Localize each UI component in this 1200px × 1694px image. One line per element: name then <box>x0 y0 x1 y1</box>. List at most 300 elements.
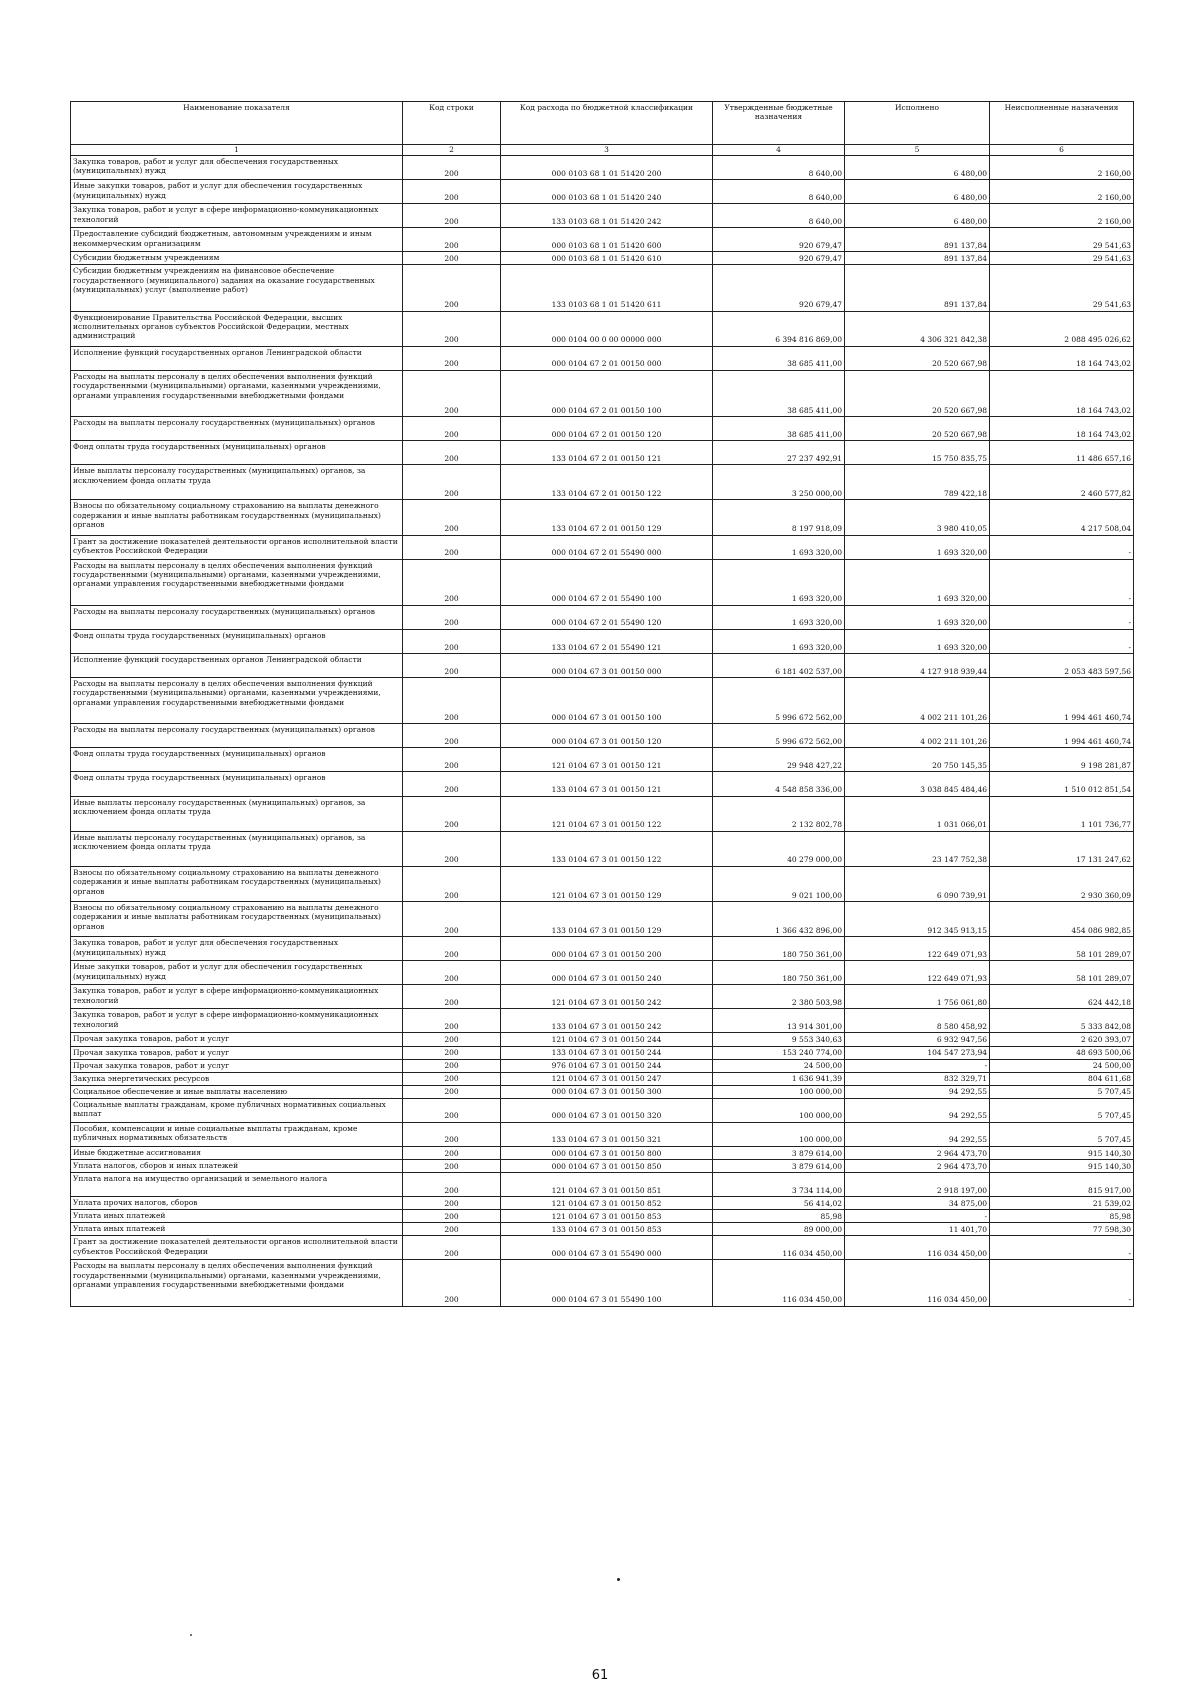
row-classification-code: 000 0104 67 2 01 00150 000 <box>501 346 713 370</box>
row-executed: 832 329,71 <box>845 1072 990 1085</box>
row-executed: 11 401,70 <box>845 1223 990 1236</box>
scan-dot-mark <box>190 1634 192 1636</box>
row-unexecuted: 29 541,63 <box>990 252 1134 265</box>
row-approved: 27 237 492,91 <box>713 441 845 465</box>
row-name: Иные выплаты персоналу государственных (муниципальных) органов, за исключением фонда оплаты труда <box>71 796 403 831</box>
row-name: Уплата иных платежей <box>71 1223 403 1236</box>
row-approved: 116 034 450,00 <box>713 1260 845 1306</box>
row-unexecuted: 9 198 281,87 <box>990 748 1134 772</box>
row-classification-code: 000 0104 67 2 01 00150 100 <box>501 370 713 416</box>
row-unexecuted: 5 707,45 <box>990 1098 1134 1122</box>
row-name: Прочая закупка товаров, работ и услуг <box>71 1033 403 1046</box>
row-approved: 38 685 411,00 <box>713 370 845 416</box>
row-unexecuted: 804 611,68 <box>990 1072 1134 1085</box>
row-approved: 6 181 402 537,00 <box>713 653 845 677</box>
row-unexecuted: 48 693 500,06 <box>990 1046 1134 1059</box>
row-name: Расходы на выплаты персоналу в целях обеспечения выполнения функций государственными (муниципальными) органами, казенными учреждениями, органами управления государственными внебюджетными фондами <box>71 559 403 605</box>
row-line-code: 200 <box>403 1009 501 1033</box>
column-header-name: Наименование показателя <box>71 102 403 145</box>
row-unexecuted: 5 333 842,08 <box>990 1009 1134 1033</box>
column-number: 5 <box>845 145 990 156</box>
row-executed: 6 480,00 <box>845 204 990 228</box>
row-line-code: 200 <box>403 796 501 831</box>
row-approved: 116 034 450,00 <box>713 1236 845 1260</box>
row-line-code: 200 <box>403 1223 501 1236</box>
row-line-code: 200 <box>403 678 501 724</box>
row-name: Иные бюджетные ассигнования <box>71 1146 403 1159</box>
row-approved: 1 693 320,00 <box>713 535 845 559</box>
row-classification-code: 000 0104 67 3 01 00150 240 <box>501 961 713 985</box>
row-name: Закупка товаров, работ и услуг в сфере информационно-коммуникационных технологий <box>71 204 403 228</box>
row-approved: 100 000,00 <box>713 1085 845 1098</box>
row-name: Закупка энергетических ресурсов <box>71 1072 403 1085</box>
row-executed: 94 292,55 <box>845 1085 990 1098</box>
column-header-executed: Исполнено <box>845 102 990 145</box>
row-approved: 56 414,02 <box>713 1197 845 1210</box>
row-unexecuted: 1 994 461 460,74 <box>990 678 1134 724</box>
row-approved: 38 685 411,00 <box>713 346 845 370</box>
row-approved: 5 996 672 562,00 <box>713 678 845 724</box>
row-approved: 8 640,00 <box>713 156 845 180</box>
row-name: Социальное обеспечение и иные выплаты населению <box>71 1085 403 1098</box>
row-unexecuted: - <box>990 1236 1134 1260</box>
row-approved: 85,98 <box>713 1210 845 1223</box>
row-line-code: 200 <box>403 1033 501 1046</box>
row-name: Расходы на выплаты персоналу в целях обеспечения выполнения функций государственными (муниципальными) органами, казенными учреждениями, органами управления государственными внебюджетными фондами <box>71 370 403 416</box>
row-approved: 9 021 100,00 <box>713 866 845 901</box>
row-unexecuted: 915 140,30 <box>990 1159 1134 1172</box>
row-name: Иные выплаты персоналу государственных (муниципальных) органов, за исключением фонда оплаты труда <box>71 465 403 500</box>
row-line-code: 200 <box>403 1122 501 1146</box>
row-approved: 8 640,00 <box>713 204 845 228</box>
row-unexecuted: 2 160,00 <box>990 180 1134 204</box>
table-row <box>71 204 1134 228</box>
row-line-code: 200 <box>403 370 501 416</box>
row-approved: 6 394 816 869,00 <box>713 311 845 346</box>
row-name: Уплата иных платежей <box>71 1210 403 1223</box>
row-unexecuted: 1 101 736,77 <box>990 796 1134 831</box>
row-executed: 15 750 835,75 <box>845 441 990 465</box>
row-classification-code: 000 0104 67 3 01 00150 850 <box>501 1159 713 1172</box>
table-row <box>71 265 1134 311</box>
column-header-unexecuted: Неисполненные назначения <box>990 102 1134 145</box>
row-classification-code: 000 0104 67 3 01 00150 000 <box>501 653 713 677</box>
row-unexecuted: 1 510 012 851,54 <box>990 772 1134 796</box>
column-number: 6 <box>990 145 1134 156</box>
row-classification-code: 000 0104 00 0 00 00000 000 <box>501 311 713 346</box>
row-executed: 789 422,18 <box>845 465 990 500</box>
table-row <box>71 1098 1134 1122</box>
row-line-code: 200 <box>403 441 501 465</box>
row-classification-code: 133 0104 67 3 01 00150 853 <box>501 1223 713 1236</box>
row-executed: 891 137,84 <box>845 252 990 265</box>
row-executed: 6 480,00 <box>845 180 990 204</box>
row-name: Субсидии бюджетным учреждениям на финансовое обеспечение государственного (муниципального) задания на оказание государственных (муниципальных) услуг (выполнение работ) <box>71 265 403 311</box>
row-executed: 2 918 197,00 <box>845 1172 990 1196</box>
row-line-code: 200 <box>403 500 501 535</box>
row-unexecuted: 2 930 360,09 <box>990 866 1134 901</box>
row-line-code: 200 <box>403 985 501 1009</box>
row-name: Исполнение функций государственных органов Ленинградской области <box>71 346 403 370</box>
row-line-code: 200 <box>403 605 501 629</box>
table-row <box>71 180 1134 204</box>
row-classification-code: 000 0104 67 2 01 55490 120 <box>501 605 713 629</box>
row-executed: 4 306 321 842,38 <box>845 311 990 346</box>
row-name: Расходы на выплаты персоналу государственных (муниципальных) органов <box>71 724 403 748</box>
row-approved: 920 679,47 <box>713 265 845 311</box>
row-classification-code: 133 0103 68 1 01 51420 242 <box>501 204 713 228</box>
row-unexecuted: 18 164 743,02 <box>990 370 1134 416</box>
row-name: Фонд оплаты труда государственных (муниципальных) органов <box>71 772 403 796</box>
row-approved: 1 366 432 896,00 <box>713 901 845 936</box>
table-row <box>71 1033 1134 1046</box>
row-unexecuted: - <box>990 1260 1134 1306</box>
row-line-code: 200 <box>403 559 501 605</box>
row-classification-code: 133 0104 67 3 01 00150 321 <box>501 1122 713 1146</box>
row-executed: - <box>845 1059 990 1072</box>
row-line-code: 200 <box>403 653 501 677</box>
row-classification-code: 133 0104 67 2 01 00150 122 <box>501 465 713 500</box>
table-row <box>71 311 1134 346</box>
row-classification-code: 121 0104 67 3 01 00150 852 <box>501 1197 713 1210</box>
table-row <box>71 1260 1134 1306</box>
row-executed: 20 520 667,98 <box>845 417 990 441</box>
column-header-approved: Утвержденные бюджетные назначения <box>713 102 845 145</box>
row-name: Прочая закупка товаров, работ и услуг <box>71 1059 403 1072</box>
row-unexecuted: 24 500,00 <box>990 1059 1134 1072</box>
row-classification-code: 133 0104 67 2 01 55490 121 <box>501 629 713 653</box>
row-approved: 153 240 774,00 <box>713 1046 845 1059</box>
row-executed: 891 137,84 <box>845 265 990 311</box>
row-line-code: 200 <box>403 724 501 748</box>
table-row <box>71 156 1134 180</box>
row-executed: 4 002 211 101,26 <box>845 724 990 748</box>
row-unexecuted: 4 217 508,04 <box>990 500 1134 535</box>
row-line-code: 200 <box>403 961 501 985</box>
row-line-code: 200 <box>403 252 501 265</box>
row-unexecuted: - <box>990 629 1134 653</box>
row-approved: 5 996 672 562,00 <box>713 724 845 748</box>
row-classification-code: 133 0104 67 3 01 00150 242 <box>501 1009 713 1033</box>
row-name: Иные закупки товаров, работ и услуг для обеспечения государственных (муниципальных) нужд <box>71 180 403 204</box>
row-unexecuted: 85,98 <box>990 1210 1134 1223</box>
table-row <box>71 441 1134 465</box>
row-executed: 122 649 071,93 <box>845 937 990 961</box>
table-row <box>71 678 1134 724</box>
table-row <box>71 1059 1134 1072</box>
table-row <box>71 772 1134 796</box>
row-executed: 94 292,55 <box>845 1122 990 1146</box>
row-line-code: 200 <box>403 228 501 252</box>
row-classification-code: 121 0104 67 3 01 00150 851 <box>501 1172 713 1196</box>
table-row <box>71 465 1134 500</box>
table-row <box>71 1172 1134 1196</box>
column-header-classification-code: Код расхода по бюджетной классификации <box>501 102 713 145</box>
table-row <box>71 1197 1134 1210</box>
row-name: Иные закупки товаров, работ и услуг для обеспечения государственных (муниципальных) нужд <box>71 961 403 985</box>
row-executed: 8 580 458,92 <box>845 1009 990 1033</box>
row-line-code: 200 <box>403 748 501 772</box>
row-executed: 1 756 061,80 <box>845 985 990 1009</box>
row-classification-code: 133 0104 67 3 01 00150 244 <box>501 1046 713 1059</box>
row-executed: 6 090 739,91 <box>845 866 990 901</box>
row-unexecuted: 58 101 289,07 <box>990 937 1134 961</box>
row-name: Грант за достижение показателей деятельности органов исполнительной власти субъектов Российской Федерации <box>71 535 403 559</box>
table-header-row <box>71 102 1134 145</box>
row-line-code: 200 <box>403 535 501 559</box>
table-row <box>71 629 1134 653</box>
row-approved: 8 640,00 <box>713 180 845 204</box>
row-approved: 2 132 802,78 <box>713 796 845 831</box>
row-name: Взносы по обязательному социальному страхованию на выплаты денежного содержания и иные выплаты работникам государственных (муниципальных) органов <box>71 901 403 936</box>
row-name: Фонд оплаты труда государственных (муниципальных) органов <box>71 629 403 653</box>
row-approved: 180 750 361,00 <box>713 961 845 985</box>
row-name: Закупка товаров, работ и услуг для обеспечения государственных (муниципальных) нужд <box>71 156 403 180</box>
row-unexecuted: 2 160,00 <box>990 156 1134 180</box>
row-classification-code: 000 0104 67 3 01 00150 120 <box>501 724 713 748</box>
row-name: Грант за достижение показателей деятельности органов исполнительной власти субъектов Российской Федерации <box>71 1236 403 1260</box>
column-number: 4 <box>713 145 845 156</box>
row-executed: 912 345 913,15 <box>845 901 990 936</box>
row-unexecuted: 2 620 393,07 <box>990 1033 1134 1046</box>
row-line-code: 200 <box>403 311 501 346</box>
row-name: Предоставление субсидий бюджетным, автономным учреждениям и иным некоммерческим организациям <box>71 228 403 252</box>
row-name: Иные выплаты персоналу государственных (муниципальных) органов, за исключением фонда оплаты труда <box>71 831 403 866</box>
row-unexecuted: 5 707,45 <box>990 1122 1134 1146</box>
row-classification-code: 121 0104 67 3 01 00150 129 <box>501 866 713 901</box>
row-line-code: 200 <box>403 180 501 204</box>
row-classification-code: 000 0104 67 2 01 55490 100 <box>501 559 713 605</box>
row-approved: 9 553 340,63 <box>713 1033 845 1046</box>
table-row <box>71 1072 1134 1085</box>
table-row <box>71 1236 1134 1260</box>
row-unexecuted: 915 140,30 <box>990 1146 1134 1159</box>
row-approved: 29 948 427,22 <box>713 748 845 772</box>
row-line-code: 200 <box>403 417 501 441</box>
row-name: Уплата прочих налогов, сборов <box>71 1197 403 1210</box>
row-line-code: 200 <box>403 1146 501 1159</box>
table-row <box>71 1223 1134 1236</box>
row-unexecuted: 17 131 247,62 <box>990 831 1134 866</box>
row-classification-code: 121 0104 67 3 01 00150 121 <box>501 748 713 772</box>
row-line-code: 200 <box>403 831 501 866</box>
row-classification-code: 121 0104 67 3 01 00150 853 <box>501 1210 713 1223</box>
row-executed: 116 034 450,00 <box>845 1260 990 1306</box>
row-approved: 24 500,00 <box>713 1059 845 1072</box>
row-name: Расходы на выплаты персоналу в целях обеспечения выполнения функций государственными (муниципальными) органами, казенными учреждениями, органами управления государственными внебюджетными фондами <box>71 1260 403 1306</box>
table-row <box>71 961 1134 985</box>
row-classification-code: 121 0104 67 3 01 00150 242 <box>501 985 713 1009</box>
row-classification-code: 121 0104 67 3 01 00150 122 <box>501 796 713 831</box>
row-approved: 180 750 361,00 <box>713 937 845 961</box>
row-name: Расходы на выплаты персоналу государственных (муниципальных) органов <box>71 605 403 629</box>
row-executed: 20 520 667,98 <box>845 346 990 370</box>
row-approved: 2 380 503,98 <box>713 985 845 1009</box>
row-line-code: 200 <box>403 772 501 796</box>
table-row <box>71 1046 1134 1059</box>
row-name: Субсидии бюджетным учреждениям <box>71 252 403 265</box>
row-classification-code: 000 0104 67 3 01 00150 320 <box>501 1098 713 1122</box>
row-line-code: 200 <box>403 1260 501 1306</box>
row-unexecuted: 815 917,00 <box>990 1172 1134 1196</box>
row-executed: 3 038 845 484,46 <box>845 772 990 796</box>
row-unexecuted: 2 460 577,82 <box>990 465 1134 500</box>
row-classification-code: 000 0103 68 1 01 51420 200 <box>501 156 713 180</box>
row-executed: 6 480,00 <box>845 156 990 180</box>
row-line-code: 200 <box>403 204 501 228</box>
row-line-code: 200 <box>403 1072 501 1085</box>
row-executed: - <box>845 1210 990 1223</box>
row-executed: 116 034 450,00 <box>845 1236 990 1260</box>
row-approved: 3 250 000,00 <box>713 465 845 500</box>
row-line-code: 200 <box>403 265 501 311</box>
row-executed: 122 649 071,93 <box>845 961 990 985</box>
row-unexecuted: 624 442,18 <box>990 985 1134 1009</box>
row-unexecuted: 18 164 743,02 <box>990 346 1134 370</box>
table-row <box>71 748 1134 772</box>
row-name: Расходы на выплаты персоналу государственных (муниципальных) органов <box>71 417 403 441</box>
row-classification-code: 000 0104 67 3 01 00150 800 <box>501 1146 713 1159</box>
row-name: Социальные выплаты гражданам, кроме публичных нормативных социальных выплат <box>71 1098 403 1122</box>
row-executed: 1 693 320,00 <box>845 629 990 653</box>
table-row <box>71 1210 1134 1223</box>
row-unexecuted: 58 101 289,07 <box>990 961 1134 985</box>
row-unexecuted: 5 707,45 <box>990 1085 1134 1098</box>
row-classification-code: 000 0104 67 3 01 55490 000 <box>501 1236 713 1260</box>
row-name: Исполнение функций государственных органов Ленинградской области <box>71 653 403 677</box>
row-unexecuted: 454 086 982,85 <box>990 901 1134 936</box>
row-executed: 2 964 473,70 <box>845 1146 990 1159</box>
row-classification-code: 133 0104 67 3 01 00150 122 <box>501 831 713 866</box>
row-approved: 1 693 320,00 <box>713 605 845 629</box>
row-unexecuted: - <box>990 559 1134 605</box>
row-classification-code: 000 0104 67 3 01 00150 300 <box>501 1085 713 1098</box>
row-classification-code: 133 0104 67 3 01 00150 121 <box>501 772 713 796</box>
row-approved: 1 693 320,00 <box>713 629 845 653</box>
row-classification-code: 000 0103 68 1 01 51420 610 <box>501 252 713 265</box>
row-name: Функционирование Правительства Российской Федерации, высших исполнительных органов субъектов Российской Федерации, местных администраций <box>71 311 403 346</box>
column-header-line-code: Код строки <box>403 102 501 145</box>
row-name: Пособия, компенсации и иные социальные выплаты гражданам, кроме публичных нормативных обязательств <box>71 1122 403 1146</box>
column-number-row <box>71 145 1134 156</box>
page-number: 61 <box>591 1668 609 1683</box>
row-approved: 3 734 114,00 <box>713 1172 845 1196</box>
table-row <box>71 937 1134 961</box>
row-line-code: 200 <box>403 465 501 500</box>
row-unexecuted: 21 539,02 <box>990 1197 1134 1210</box>
table-row <box>71 346 1134 370</box>
row-approved: 1 636 941,39 <box>713 1072 845 1085</box>
row-name: Фонд оплаты труда государственных (муниципальных) органов <box>71 441 403 465</box>
table-body <box>71 156 1134 1307</box>
row-executed: 1 693 320,00 <box>845 605 990 629</box>
table-row <box>71 370 1134 416</box>
table-row <box>71 866 1134 901</box>
column-number: 1 <box>71 145 403 156</box>
row-unexecuted: 29 541,63 <box>990 228 1134 252</box>
table-row <box>71 796 1134 831</box>
row-executed: 1 031 066,01 <box>845 796 990 831</box>
table-row <box>71 901 1134 936</box>
table-row <box>71 535 1134 559</box>
row-classification-code: 000 0104 67 2 01 00150 120 <box>501 417 713 441</box>
budget-execution-table <box>70 101 1134 1307</box>
row-approved: 4 548 858 336,00 <box>713 772 845 796</box>
row-approved: 89 000,00 <box>713 1223 845 1236</box>
row-classification-code: 121 0104 67 3 01 00150 247 <box>501 1072 713 1085</box>
row-name: Взносы по обязательному социальному страхованию на выплаты денежного содержания и иные выплаты работникам государственных (муниципальных) органов <box>71 500 403 535</box>
table-row <box>71 417 1134 441</box>
table-row <box>71 559 1134 605</box>
table-row <box>71 831 1134 866</box>
row-executed: 20 750 145,35 <box>845 748 990 772</box>
row-classification-code: 000 0103 68 1 01 51420 240 <box>501 180 713 204</box>
row-executed: 4 127 918 939,44 <box>845 653 990 677</box>
row-classification-code: 000 0104 67 3 01 00150 200 <box>501 937 713 961</box>
row-approved: 3 879 614,00 <box>713 1146 845 1159</box>
row-classification-code: 000 0104 67 3 01 00150 100 <box>501 678 713 724</box>
row-executed: 4 002 211 101,26 <box>845 678 990 724</box>
row-approved: 38 685 411,00 <box>713 417 845 441</box>
table-row <box>71 985 1134 1009</box>
row-line-code: 200 <box>403 1159 501 1172</box>
row-executed: 6 932 947,56 <box>845 1033 990 1046</box>
row-classification-code: 121 0104 67 3 01 00150 244 <box>501 1033 713 1046</box>
row-unexecuted: 2 053 483 597,56 <box>990 653 1134 677</box>
row-line-code: 200 <box>403 1085 501 1098</box>
row-approved: 8 197 918,09 <box>713 500 845 535</box>
row-line-code: 200 <box>403 1098 501 1122</box>
table-row <box>71 500 1134 535</box>
row-line-code: 200 <box>403 629 501 653</box>
row-executed: 1 693 320,00 <box>845 535 990 559</box>
table-row <box>71 1122 1134 1146</box>
row-classification-code: 133 0104 67 2 01 00150 129 <box>501 500 713 535</box>
row-line-code: 200 <box>403 346 501 370</box>
row-approved: 100 000,00 <box>713 1122 845 1146</box>
row-executed: 23 147 752,38 <box>845 831 990 866</box>
row-line-code: 200 <box>403 937 501 961</box>
table-row <box>71 653 1134 677</box>
row-executed: 1 693 320,00 <box>845 559 990 605</box>
row-approved: 920 679,47 <box>713 252 845 265</box>
table-row <box>71 605 1134 629</box>
row-classification-code: 976 0104 67 3 01 00150 244 <box>501 1059 713 1072</box>
row-line-code: 200 <box>403 901 501 936</box>
column-number: 2 <box>403 145 501 156</box>
row-classification-code: 000 0104 67 2 01 55490 000 <box>501 535 713 559</box>
row-name: Фонд оплаты труда государственных (муниципальных) органов <box>71 748 403 772</box>
row-approved: 3 879 614,00 <box>713 1159 845 1172</box>
row-executed: 20 520 667,98 <box>845 370 990 416</box>
table-row <box>71 252 1134 265</box>
row-unexecuted: 2 088 495 026,62 <box>990 311 1134 346</box>
row-approved: 13 914 301,00 <box>713 1009 845 1033</box>
row-name: Расходы на выплаты персоналу в целях обеспечения выполнения функций государственными (муниципальными) органами, казенными учреждениями, органами управления государственными внебюджетными фондами <box>71 678 403 724</box>
row-name: Закупка товаров, работ и услуг в сфере информационно-коммуникационных технологий <box>71 985 403 1009</box>
row-classification-code: 133 0104 67 2 01 00150 121 <box>501 441 713 465</box>
row-unexecuted: - <box>990 605 1134 629</box>
row-line-code: 200 <box>403 1197 501 1210</box>
row-classification-code: 133 0103 68 1 01 51420 611 <box>501 265 713 311</box>
row-executed: 34 875,00 <box>845 1197 990 1210</box>
row-line-code: 200 <box>403 1236 501 1260</box>
row-executed: 891 137,84 <box>845 228 990 252</box>
row-executed: 104 547 273,94 <box>845 1046 990 1059</box>
row-approved: 40 279 000,00 <box>713 831 845 866</box>
row-approved: 100 000,00 <box>713 1098 845 1122</box>
table-row <box>71 1159 1134 1172</box>
